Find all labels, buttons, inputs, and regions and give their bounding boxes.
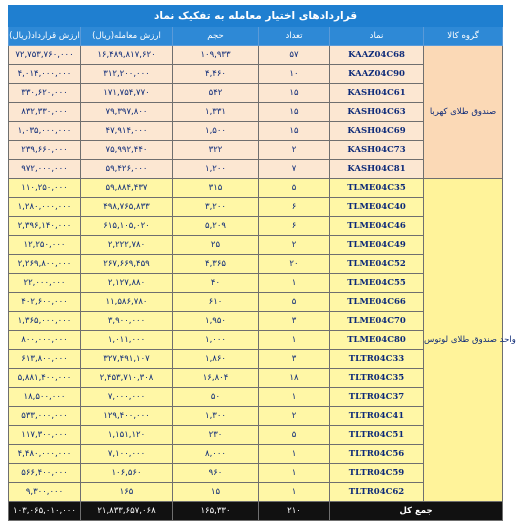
header-contract-value: ارزش قرارداد(ریال) [9,27,81,46]
cell-count: ۲ [259,236,330,255]
cell-symbol: KASH04C81 [330,160,424,179]
cell-volume: ۴,۳۶۵ [173,255,259,274]
cell-volume: ۲۳۰ [173,426,259,445]
cell-count: ۶ [259,217,330,236]
cell-contract-value: ۹,۳۰۰,۰۰۰ [9,483,81,502]
cell-contract-value: ۶۱۳,۸۰۰,۰۰۰ [9,350,81,369]
cell-trade-value: ۷,۱۰۰,۰۰۰ [81,445,173,464]
cell-count: ۳ [259,350,330,369]
cell-contract-value: ۷۲,۷۵۳,۷۶۰,۰۰۰ [9,46,81,65]
cell-contract-value: ۴,۴۸۰,۰۰۰,۰۰۰ [9,445,81,464]
cell-symbol: KASH04C69 [330,122,424,141]
cell-count: ۷ [259,160,330,179]
cell-symbol: TLTR04C59 [330,464,424,483]
cell-volume: ۱,۸۶۰ [173,350,259,369]
cell-volume: ۲۵ [173,236,259,255]
cell-contract-value: ۱۲,۲۵۰,۰۰۰ [9,236,81,255]
cell-volume: ۱۶,۸۰۴ [173,369,259,388]
cell-count: ۲ [259,141,330,160]
cell-trade-value: ۱,۰۱۱,۰۰۰ [81,331,173,350]
cell-contract-value: ۹۷۲,۰۰۰,۰۰۰ [9,160,81,179]
cell-trade-value: ۷۹,۳۹۷,۸۰۰ [81,103,173,122]
cell-symbol: TLME04C52 [330,255,424,274]
cell-contract-value: ۱,۰۳۵,۰۰۰,۰۰۰ [9,122,81,141]
group-name-cell: واحد صندوق طلای لوتوس [424,179,503,502]
cell-symbol: TLME04C35 [330,179,424,198]
cell-trade-value: ۱,۱۵۱,۱۲۰ [81,426,173,445]
cell-contract-value: ۲۲,۰۰۰,۰۰۰ [9,274,81,293]
cell-volume: ۹۶۰ [173,464,259,483]
cell-volume: ۴,۴۶۰ [173,65,259,84]
cell-count: ۱ [259,388,330,407]
cell-symbol: TLME04C49 [330,236,424,255]
cell-count: ۵۷ [259,46,330,65]
cell-count: ۵ [259,293,330,312]
table-body [9,46,516,502]
cell-contract-value: ۲۳۹,۶۶۰,۰۰۰ [9,141,81,160]
cell-count: ۳ [259,312,330,331]
cell-contract-value: ۵۳۳,۰۰۰,۰۰۰ [9,407,81,426]
cell-trade-value: ۳,۹۰۰,۰۰۰ [81,312,173,331]
cell-symbol: TLTR04C56 [330,445,424,464]
header-group: گروه کالا [424,27,503,46]
cell-volume: ۵۰ [173,388,259,407]
cell-count: ۱ [259,274,330,293]
cell-count: ۶ [259,198,330,217]
cell-count: ۱۵ [259,84,330,103]
cell-count: ۱ [259,464,330,483]
cell-count: ۱ [259,445,330,464]
cell-trade-value: ۴۷,۹۱۴,۰۰۰ [81,122,173,141]
cell-contract-value: ۲,۲۶۹,۸۰۰,۰۰۰ [9,255,81,274]
cell-symbol: TLME04C66 [330,293,424,312]
cell-contract-value: ۸۰۰,۰۰۰,۰۰۰ [9,331,81,350]
cell-contract-value: ۱۸,۵۰۰,۰۰۰ [9,388,81,407]
header-volume: حجم [173,27,259,46]
cell-volume: ۱,۲۰۰ [173,160,259,179]
cell-contract-value: ۵۶۶,۴۰۰,۰۰۰ [9,464,81,483]
cell-trade-value: ۲,۴۵۳,۷۱۰,۳۰۸ [81,369,173,388]
cell-contract-value: ۱,۳۶۵,۰۰۰,۰۰۰ [9,312,81,331]
cell-volume: ۳,۲۰۰ [173,198,259,217]
cell-trade-value: ۱۶,۴۸۹,۸۱۷,۶۲۰ [81,46,173,65]
cell-volume: ۸,۰۰۰ [173,445,259,464]
cell-count: ۵ [259,179,330,198]
cell-symbol: TLTR04C62 [330,483,424,502]
table-row [9,46,503,65]
cell-trade-value: ۲۶۷,۶۶۹,۴۵۹ [81,255,173,274]
cell-volume: ۵۴۲ [173,84,259,103]
cell-trade-value: ۲,۱۲۷,۸۸۰ [81,274,173,293]
cell-symbol: TLME04C80 [330,331,424,350]
cell-trade-value: ۱۲۹,۴۰۰,۰۰۰ [81,407,173,426]
header-count: تعداد [259,27,330,46]
cell-symbol: TLTR04C51 [330,426,424,445]
cell-trade-value: ۷,۰۰۰,۰۰۰ [81,388,173,407]
totals-row [9,502,503,521]
cell-count: ۲۰ [259,255,330,274]
cell-count: ۲ [259,407,330,426]
total-contract-value: ۱۰۳,۰۶۵,۰۱۰,۰۰۰ [9,502,81,521]
cell-contract-value: ۱۱۷,۳۰۰,۰۰۰ [9,426,81,445]
cell-trade-value: ۱۷۱,۷۵۴,۷۷۰ [81,84,173,103]
cell-trade-value: ۵۹,۸۸۴,۴۳۷ [81,179,173,198]
total-label: جمع کل [330,502,503,521]
cell-contract-value: ۲,۳۹۶,۱۴۰,۰۰۰ [9,217,81,236]
cell-trade-value: ۶۱۵,۱۰۵,۰۲۰ [81,217,173,236]
header-symbol: نماد [330,27,424,46]
options-contracts-table [8,5,516,521]
cell-symbol: TLTR04C33 [330,350,424,369]
cell-count: ۵ [259,426,330,445]
cell-volume: ۳۲۲ [173,141,259,160]
cell-symbol: TLTR04C37 [330,388,424,407]
cell-contract-value: ۵,۸۸۱,۴۰۰,۰۰۰ [9,369,81,388]
cell-symbol: KASH04C63 [330,103,424,122]
cell-count: ۱۵ [259,103,330,122]
cell-volume: ۵,۲۰۹ [173,217,259,236]
cell-contract-value: ۴,۰۱۴,۰۰۰,۰۰۰ [9,65,81,84]
cell-count: ۱۰ [259,65,330,84]
cell-trade-value: ۲,۲۲۲,۷۸۰ [81,236,173,255]
cell-trade-value: ۳۱۲,۲۰۰,۰۰۰ [81,65,173,84]
cell-contract-value: ۸۳۲,۳۳۰,۰۰۰ [9,103,81,122]
cell-symbol: KAAZ04C90 [330,65,424,84]
cell-trade-value: ۱۶۵ [81,483,173,502]
cell-symbol: KASH04C61 [330,84,424,103]
total-volume: ۱۶۵,۳۳۰ [173,502,259,521]
table-row [9,179,503,198]
cell-symbol: TLME04C46 [330,217,424,236]
cell-symbol: TLME04C40 [330,198,424,217]
group-name-cell: صندوق طلای کهربا [424,46,503,179]
cell-trade-value: ۱۰۶,۵۶۰ [81,464,173,483]
cell-volume: ۱,۹۵۰ [173,312,259,331]
cell-symbol: KAAZ04C68 [330,46,424,65]
cell-symbol: TLME04C55 [330,274,424,293]
cell-symbol: KASH04C73 [330,141,424,160]
cell-symbol: TLME04C70 [330,312,424,331]
cell-count: ۱ [259,483,330,502]
cell-trade-value: ۳۲۷,۴۹۱,۱۰۷ [81,350,173,369]
cell-symbol: TLTR04C41 [330,407,424,426]
cell-trade-value: ۷۵,۹۹۲,۴۴۰ [81,141,173,160]
cell-trade-value: ۴۹۸,۷۶۵,۸۳۳ [81,198,173,217]
cell-volume: ۴۰ [173,274,259,293]
cell-symbol: TLTR04C35 [330,369,424,388]
cell-contract-value: ۱,۲۸۰,۰۰۰,۰۰۰ [9,198,81,217]
total-count: ۲۱۰ [259,502,330,521]
cell-count: ۱۸ [259,369,330,388]
cell-volume: ۳۱۵ [173,179,259,198]
cell-trade-value: ۱۱,۵۸۶,۷۸۰ [81,293,173,312]
cell-volume: ۱۰۹,۹۳۳ [173,46,259,65]
cell-volume: ۱,۳۳۱ [173,103,259,122]
cell-trade-value: ۵۹,۴۲۶,۰۰۰ [81,160,173,179]
cell-contract-value: ۳۳۰,۶۲۰,۰۰۰ [9,84,81,103]
cell-volume: ۱۵ [173,483,259,502]
cell-volume: ۱,۳۰۰ [173,407,259,426]
cell-volume: ۱,۵۰۰ [173,122,259,141]
cell-count: ۱۵ [259,122,330,141]
cell-contract-value: ۴۰۲,۶۰۰,۰۰۰ [9,293,81,312]
cell-count: ۱ [259,331,330,350]
cell-volume: ۶۱۰ [173,293,259,312]
cell-contract-value: ۱۱۰,۲۵۰,۰۰۰ [9,179,81,198]
table-title: قراردادهای اختیار معامله به تفکیک نماد [9,6,503,27]
cell-volume: ۱,۰۰۰ [173,331,259,350]
header-trade-value: ارزش معامله(ریال) [81,27,173,46]
total-trade-value: ۲۱,۸۳۳,۶۵۷,۰۶۸ [81,502,173,521]
